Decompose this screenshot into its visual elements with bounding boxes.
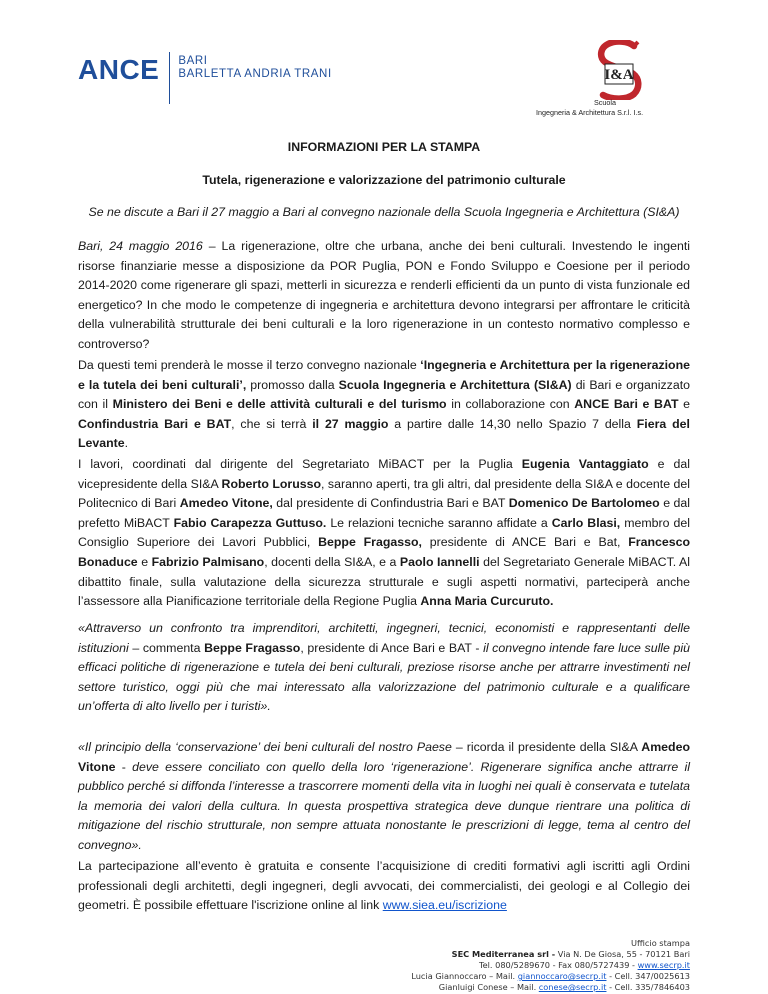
sia-caption-line1: Scuola	[594, 98, 616, 107]
contact-email-link[interactable]: conese@secrp.it	[538, 982, 607, 992]
sia-logo	[536, 40, 726, 120]
dateline: Bari, 24 maggio 2016	[78, 239, 203, 253]
footer-contact-2	[411, 982, 690, 993]
speaker-name: Fabrizio Palmisano	[151, 554, 265, 569]
intro-text: – La rigenerazione, oltre che urbana, anche dei beni culturali. Investendo le ingenti risorse finanziarie messe a disposizione da POR Puglia, PON e Fondo Sviluppo e Coesione per il periodo 2014-2020 come rigenerare gli spazi, metterli in sicurezza e renderli efficienti da un punto di vista funzionale ed energetico? In che modo le competenze di ingegneria e architettura devono integrarsi per affrontare le criticità della vulnerabilità strutturale dei beni culturali e la loro rigenerazione in un contesto normativo complesso e controverso?	[78, 239, 690, 351]
event-text: Da questi temi prenderà le mosse il terzo convegno nazionale	[78, 358, 421, 372]
speakers-text: del Segretariato Generale MiBACT. Al dibattito finale, sulla valutazione della sicurezza strutturale e sugli aspetti normativi, parteciperà anche l’assessore alla Pianificazione territoriale della Regione Puglia	[78, 554, 690, 609]
footer-address-line	[411, 949, 690, 960]
ance-logo-line2: BARLETTA ANDRIA TRANI	[178, 68, 332, 80]
contact-name: Lucia Giannoccaro – Mail.	[411, 971, 518, 981]
speaker-name: Paolo Iannelli	[399, 554, 480, 569]
quote-attribution: , presidente di Ance Bari e BAT -	[300, 640, 484, 655]
event-text: promosso dalla	[246, 377, 339, 392]
ance-logo-places	[178, 55, 331, 81]
event-partner: ANCE Bari e BAT	[574, 397, 679, 412]
event-date: il 27 maggio	[312, 416, 389, 431]
event-text: in collaborazione con	[446, 397, 575, 412]
event-organizer: Scuola Ingegneria e Architettura (SI&A)	[338, 377, 572, 392]
event-text: e	[678, 397, 690, 412]
ance-logo-divider	[169, 52, 170, 104]
speaker-name: Fabio Carapezza Guttuso.	[173, 515, 327, 530]
event-partner: Confindustria Bari e BAT	[78, 416, 232, 431]
speakers-text: , saranno aperti, tra gli altri, dal presidente della SI&A e docente del Politecnico di Bari	[78, 476, 691, 511]
speaker-name: Beppe Fragasso,	[318, 535, 422, 550]
speakers-text: membro del Consiglio Superiore dei Lavori Pubblici,	[78, 515, 690, 550]
footer-phone: Tel. 080/5289670 - Fax 080/5727439 -	[479, 960, 638, 970]
paragraph-intro	[78, 237, 690, 355]
speakers-text: e dal prefetto MiBACT	[78, 496, 691, 530]
sia-caption-line2: Ingegneria & Architettura S.r.l. I.s.	[536, 107, 644, 117]
sia-logo-mark	[594, 40, 644, 100]
event-text: di Bari e organizzato con il	[78, 377, 690, 412]
speaker-name: Eugenia Vantaggiato	[521, 457, 649, 471]
quote-text: «Il principio della ‘conservazione’ dei beni culturali del nostro Paese	[78, 740, 452, 754]
quote-text: «Attraverso un confronto tra imprenditori, architetti, ingegneri, tecnici, economisti e rappresentanti delle istituzioni	[78, 621, 690, 655]
press-office-footer	[411, 938, 690, 993]
event-text: .	[124, 436, 129, 451]
speakers-text: e	[137, 554, 152, 569]
speaker-name: Anna Maria Curcuruto.	[420, 594, 554, 609]
contact-name: Gianluigi Conese – Mail.	[438, 982, 539, 992]
footer-website-link[interactable]: www.secrp.it	[637, 960, 690, 970]
paragraph-event	[78, 356, 690, 454]
quote-author: Amedeo Vitone	[78, 740, 690, 774]
speakers-text: Le relazioni tecniche saranno affidate a	[326, 515, 552, 530]
speaker-name: Carlo Blasi,	[551, 515, 621, 530]
ance-logo	[78, 52, 332, 104]
quote-text: il convegno intende fare luce sulle più efficaci politiche di rigenerazione e tutela dei beni culturali, preziose risorse anche per attrarre investimenti nel settore turistico, oggi più che mai interessato alla valorizzazione del patrimonio culturale e a qualificare un’offerta di alto livello per i turisti».	[78, 640, 690, 714]
paragraph-registration	[78, 857, 690, 916]
doc-heading: INFORMAZIONI PER LA STAMPA	[287, 140, 481, 154]
paragraph-quote-vitone	[78, 738, 690, 856]
speaker-name: Roberto Lorusso	[221, 476, 322, 491]
quote-author: Beppe Fragasso	[204, 640, 301, 655]
quote-text: deve essere conciliato con quello della loro ‘rigenerazione’. Rigenerare significa anche attrarre il pubblico perché si diffonda l’interesse a trascorrere momenti della vita in luoghi nei quali è conservata e tutelata la memoria dei valori della cultura. In questa prospettiva strategica deve dunque rientrare una politica di mitigazione del rischio strutturale, non sempre attuata nonostante le prescrizioni di legge, tema al centro del convegno».	[78, 759, 690, 852]
quote-attribution: – ricorda il presidente della SI&A	[451, 740, 642, 754]
speakers-text: dal presidente di Confindustria Bari e BAT	[272, 496, 509, 511]
speaker-name: Amedeo Vitone,	[179, 496, 273, 511]
registration-text: La partecipazione all’evento è gratuita e consente l’acquisizione di crediti formativi agli iscritti agli Ordini professionali degli architetti, degli ingegneri, degli avvocati, dei commercialisti, dei geologi e al Collegio dei geometri. È possibile effettuare l'iscrizione online al link	[78, 859, 690, 913]
contact-phone: - Cell. 347/0025613	[606, 971, 690, 981]
ance-logo-word: ANCE	[78, 54, 160, 85]
doc-subtitle: Se ne discute a Bari il 27 maggio a Bari al convegno nazionale della Scuola Ingegneria e Architettura (SI&A)	[88, 205, 680, 219]
footer-phone-line	[411, 960, 690, 971]
speakers-text: e dal vicepresidente della SI&A	[78, 457, 690, 491]
speakers-text: presidente di ANCE Bari e Bat,	[421, 535, 629, 550]
sia-logo-caption	[536, 98, 726, 117]
paragraph-quote-fragasso	[78, 619, 690, 717]
sia-logo-letters: I&A	[604, 67, 634, 83]
speaker-name: Francesco Bonaduce	[78, 535, 690, 569]
contact-phone: - Cell. 335/7846403	[606, 982, 690, 992]
footer-company: SEC Mediterranea srl -	[451, 949, 556, 959]
ance-logo-line1: BARI	[178, 55, 208, 67]
speakers-text: , docenti della SI&A, e a	[264, 554, 400, 569]
paragraph-speakers	[78, 455, 690, 612]
quote-attribution: -	[115, 759, 133, 774]
speaker-name: Domenico De Bartolomeo	[508, 496, 660, 511]
contact-email-link[interactable]: giannoccaro@secrp.it	[517, 971, 607, 981]
event-text: a partire dalle 14,30 nello Spazio 7 della	[388, 416, 637, 431]
event-venue: Fiera del Levante	[78, 416, 690, 451]
event-title: ‘Ingegneria e Architettura per la rigenerazione e la tutela dei beni culturali’,	[78, 358, 691, 392]
footer-office: Ufficio stampa	[631, 938, 690, 948]
doc-title: Tutela, rigenerazione e valorizzazione del patrimonio culturale	[202, 173, 566, 187]
event-text: , che si terrà	[231, 416, 313, 431]
event-ministry: Ministero dei Beni e delle attività culturali e del turismo	[112, 397, 447, 412]
footer-address: Via N. De Giosa, 55 - 70121 Bari	[555, 949, 690, 959]
registration-link[interactable]: www.siea.eu/iscrizione	[382, 898, 507, 913]
quote-attribution: – commenta	[128, 640, 205, 655]
speakers-text: I lavori, coordinati dal dirigente del Segretariato MiBACT per la Puglia	[78, 457, 522, 471]
footer-contact-1	[411, 971, 690, 982]
